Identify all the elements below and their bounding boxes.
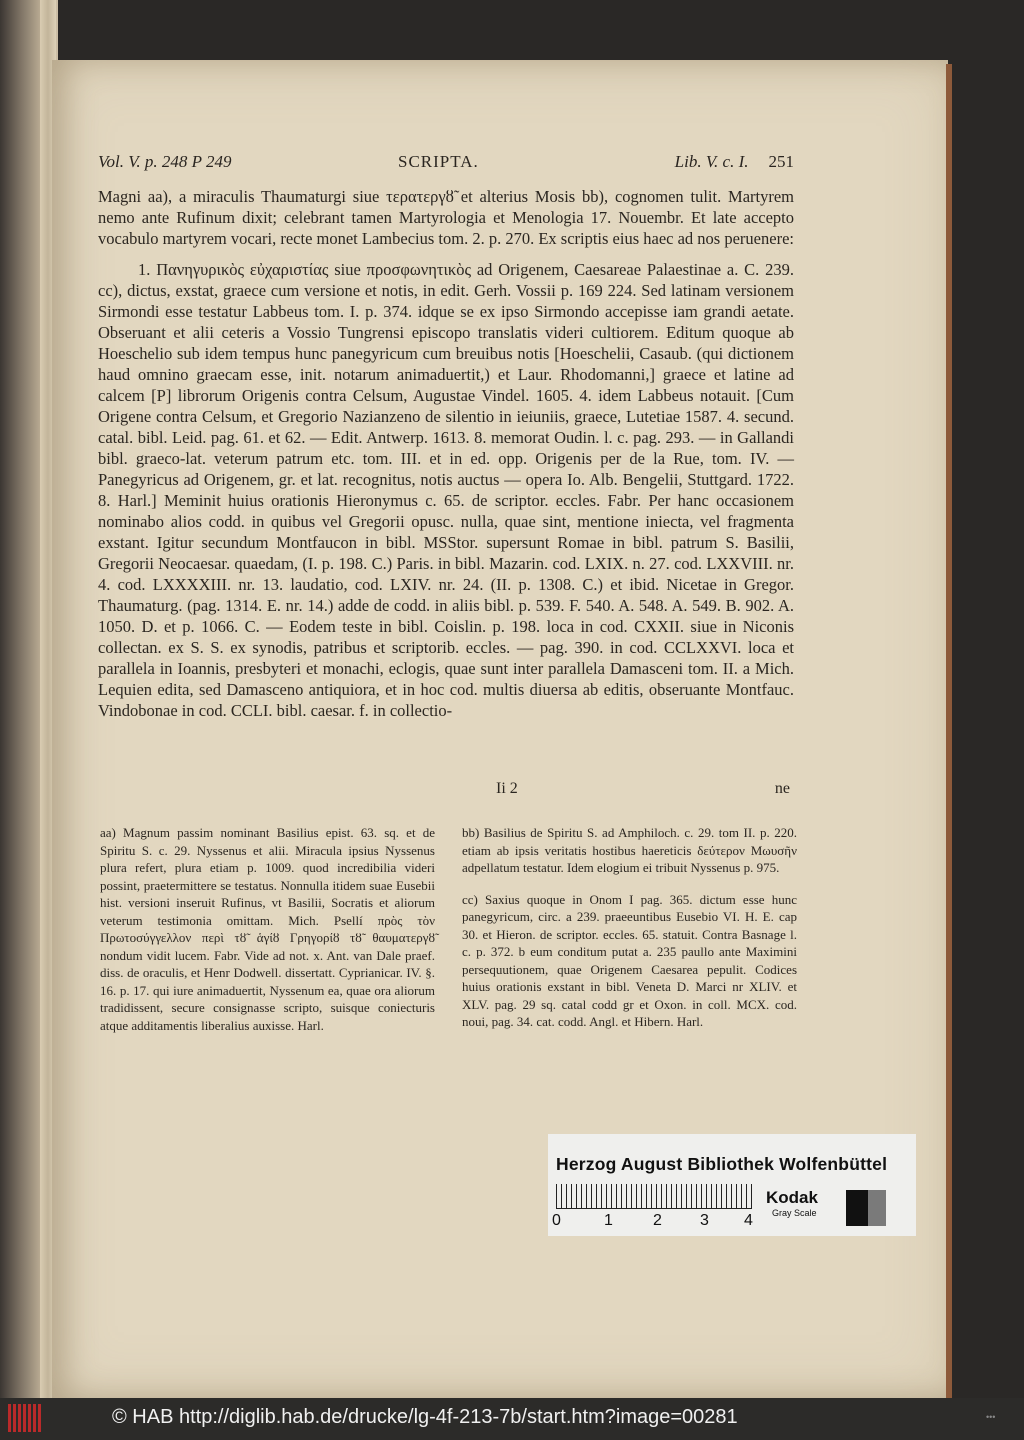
running-head-book <box>675 152 794 172</box>
institution-name: Herzog August Bibliothek Wolfenbüttel <box>556 1154 888 1174</box>
page-number: 251 <box>768 152 794 171</box>
signature-mark: Ii 2 <box>496 780 518 797</box>
kodak-logo: Kodak <box>766 1188 818 1207</box>
scale-number: 1 <box>604 1212 613 1229</box>
main-text <box>98 186 794 721</box>
copyright-link[interactable]: © HAB http://diglib.hab.de/drucke/lg-4f-213-7b/start.htm?image=00281 <box>112 1406 738 1428</box>
footnotes-left-column <box>100 824 435 1034</box>
scale-number: 3 <box>700 1212 709 1229</box>
footnote-aa: aa) Magnum passim nominant Basilius epist. 63. sq. et de Spiritu S. c. 29. Nyssenus et alii. Miracula ipsius Nyssenus plura refert, plura etiam p. 1009. quod incredibilia videri possint, praetermittere se testatus. Nonnulla itidem suae Eusebii hist. versioni inseruit Rufinus, vt Basilii, Socratis et aliorum veterum testimonia omittam. Mich. Psellí πρὸς τὸν Πρωτοσύγγελλον περὶ τȣ̃ ἁγίȣ Γρηγορίȣ τȣ̃ θαυματεργȣ̃ nondum vidit lucem. Fabr. Vide ad not. x. Ant. van Dale praef. diss. de oraculis, et Henr Dodwell. dissertatt. Cyprianicar. IV. §. 16. p. 17. qui iure animaduertit, Nyssenum ea, quae ora aliorum tradidissent, secure consignasse scripto, suisque coniecturis atque additamentis liberalius auxisse. Harl. <box>100 825 435 1033</box>
gray-swatch <box>868 1190 886 1226</box>
scale-number: 0 <box>552 1212 561 1229</box>
signature-line <box>98 780 794 802</box>
running-head-title: SCRIPTA. <box>398 152 479 171</box>
running-head <box>98 152 794 176</box>
page-fore-edge <box>946 64 952 1398</box>
black-swatch <box>846 1190 868 1226</box>
footnote-bb: bb) Basilius de Spiritu S. ad Amphiloch. c. 29. tom II. p. 220. etiam ab ipsis veritatis hostibus haereticis δεύτερον Μωυσῆν adpellatum testatur. Idem elogium ei tribuit Nyssenus p. 975. <box>462 825 797 875</box>
hab-logo-icon <box>8 1404 42 1432</box>
main-paragraph-1: Magni aa), a miraculis Thaumaturgi siue τερατεργȣ̃ et alterius Mosis bb), cognomen tulit. Martyrem nemo ante Rufinum dixit; celebrant tamen Martyrologia et Menologia 17. Nouembr. Et late accepto vocabulo martyrem vocari, recte monet Lambecius tom. 2. p. 270. Ex scriptis eius haec ad nos peruenere: <box>98 187 794 248</box>
ruler-scale <box>556 1184 752 1209</box>
scale-number: 2 <box>653 1212 662 1229</box>
running-head-chapter: Lib. V. c. I. <box>674 152 749 171</box>
running-head-volume: Vol. V. p. 248 P 249 <box>98 152 232 171</box>
library-color-card <box>548 1134 916 1236</box>
catchword: ne <box>774 780 790 797</box>
main-paragraph-2: 1. Πανηγυρικὸς εὐχαριστίας siue προσφωνητικὸς ad Origenem, Caesareae Palaestinae a. C. 239. cc), dictus, exstat, graece cum versione et notis, in edit. Gerh. Vossii p. 169 224. Sed latinam versionem Sirmondi esse testatur Labbeus tom. I. p. 374. idque se ex ipso Sirmondo accepisse iam grandi aetate. Obseruant et alii ceteris a Vossio Tungrensi episcopo translatis videri cultiorem. Editum quoque ab Hoeschelio sub idem tempus hunc panegyricum cum breuibus notis [Hoeschelii, Casaub. (qui dictionem haud omnino graecam esse, init. notarum animaduertit,) et Laur. Rhodomanni,] graece et latine ad calcem [P] librorum Origenis contra Celsum, Augustae Vindel. 1605. 4. idem Labbeus notauit. [Cum Origene contra Celsum, et Gregorio Nazianzeno de silentio in ieiuniis, graece, Lutetiae 1587. 4. secund. catal. bibl. Leid. pag. 61. et 62. — Edit. Antwerp. 1613. 8. memorat Oudin. l. c. pag. 293. — in Gallandi bibl. graeco-lat. veterum patrum etc. tom. III. et in ed. opp. Origenis per de la Rue, tom. IV. — Panegyricus ad Origenem, gr. et lat. recognitus, notis auctus — opera Io. Alb. Bengelii, Stuttgard. 1722. 8. Harl.] Meminit huius orationis Hieronymus c. 65. de scriptor. eccles. Fabr. Per hanc occasionem nominabo alios codd. in quibus vel Gregorii opusc. nulla, quae sint, mentione iniecta, vel fragmenta exstant. Igitur secundum Montfaucon in bibl. MSStor. supersunt Romae in bibl. patrum S. Basilii, Gregorii Neocaesar. quaedam, (I. p. 198. C.) Paris. in bibl. Mazarin. cod. LXIX. n. 27. cod. LXXVIII. nr. 4. cod. LXXXXIII. nr. 13. laudatio, cod. LXIV. nr. 24. (II. p. 1308. C.) et ibid. Nicetae in Gregor. Thaumaturg. (pag. 1314. E. nr. 14.) adde de codd. in aliis bibl. p. 539. F. 540. A. 548. A. 549. B. 902. A. 1050. D. et p. 1066. C. — Eodem teste in bibl. Coislin. p. 198. loca in cod. CXXII. siue in Niconis collectan. ex S. S. ex synodis, patribus et scriptorib. eccles. — pag. 390. in cod. CCLXXVI. loca et parallela in Ioannis, presbyteri et monachi, eclogis, quae sunt inter parallela Damasceni tom. II. a Mich. Lequien edita, sed Damasceno antiquiora, et in hoc cod. multis diuersa ab editis, obseruante Montfauc. Vindobonae in cod. CCLI. bibl. caesar. f. in collectio- <box>98 260 794 720</box>
scale-numbers <box>552 1212 772 1234</box>
viewer-footer <box>0 1398 1024 1440</box>
gray-scale-label: Gray Scale <box>772 1208 817 1218</box>
footnotes-right-column <box>462 824 797 1045</box>
footnote-cc: cc) Saxius quoque in Onom I pag. 365. dictum esse hunc panegyricum, circ. a 239. praeeuntibus Eusebio VI. H. E. cap 30. et Hieron. de scriptor. eccles. 65. statuit. Contra Basnage l. c. p. 372. b eum conditum putat a. 235 paullo ante Maximini persequutionem, quae Origenem Caesarea pepulit. Codices huius orationis exstant in bibl. Veneta D. Marci nr XLIV. et XLV. pag. 29 sq. catal codd gr et Oxon. in coll. MCX. cod. noui, pag. 34. cat. codd. Angl. et Hibern. Harl. <box>462 891 797 1029</box>
scale-number: 4 <box>744 1212 753 1229</box>
more-icon[interactable]: ••• <box>986 1412 996 1422</box>
